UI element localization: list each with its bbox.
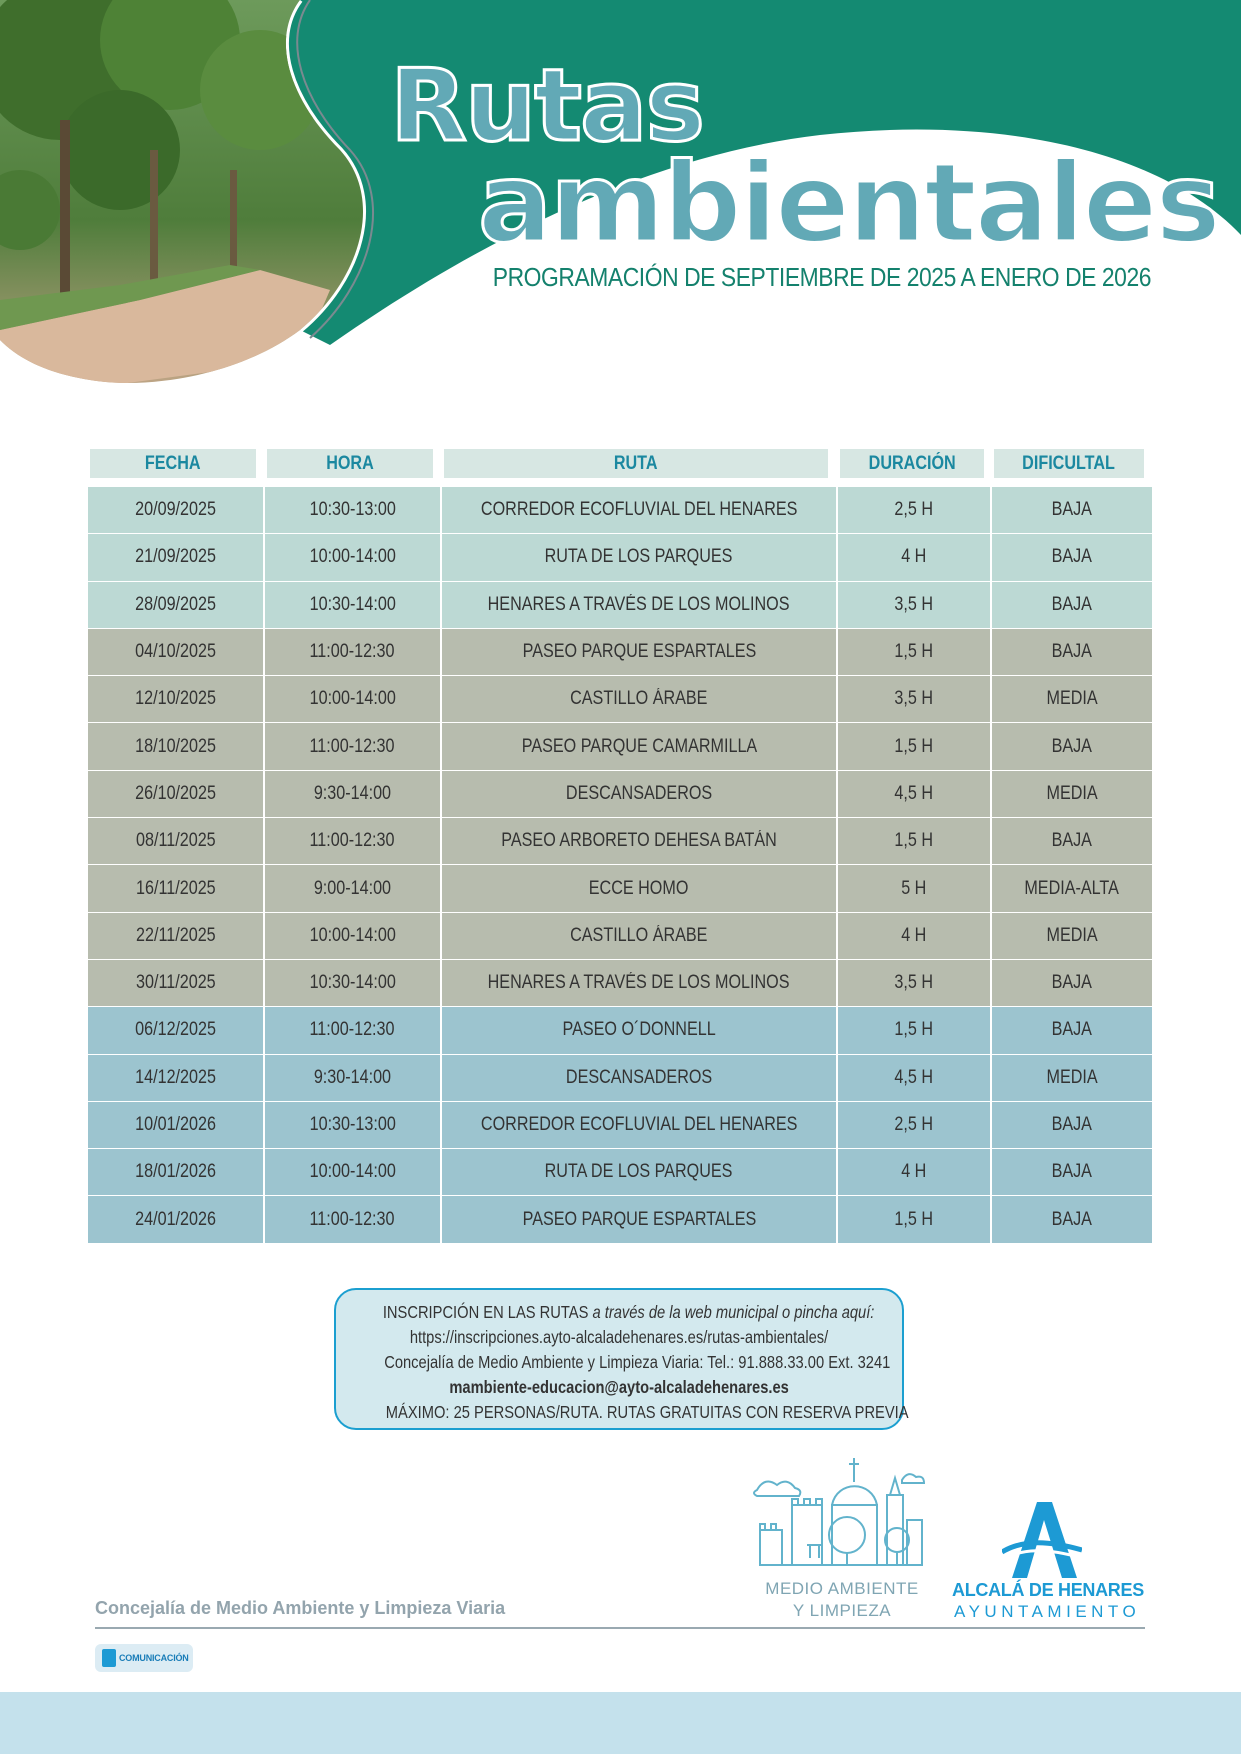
table-row (88, 487, 1152, 534)
cell-fecha: 04/10/2025 (88, 629, 265, 675)
cell-fecha: 18/10/2025 (88, 723, 265, 769)
cell-fecha: 06/12/2025 (88, 1007, 265, 1053)
table-row (88, 1196, 1152, 1243)
footer-divider (95, 1627, 1145, 1629)
cell-fecha: 10/01/2026 (88, 1102, 265, 1148)
cell-ruta: PASEO O´DONNELL (442, 1007, 838, 1053)
table-row (88, 960, 1152, 1007)
cell-dificultad: BAJA (1051, 1161, 1093, 1183)
cell-duracion: 1,5 H (838, 629, 992, 675)
title-line2: ambientales (478, 139, 1219, 267)
comunicacion-icon (102, 1649, 116, 1667)
cell-duracion: 4,5 H (838, 771, 992, 817)
cell-duracion: 4 H (838, 534, 992, 580)
cell-duracion: 3,5 H (838, 676, 992, 722)
alcala-logo-subtitle: AYUNTAMIENTO (954, 1602, 1141, 1621)
header-hora: HORA (267, 449, 433, 478)
contact-email[interactable]: mambiente-educacion@ayto-alcaladehenares.es (449, 1377, 789, 1397)
table-row (88, 1149, 1152, 1196)
cell-duracion: 1,5 H (838, 723, 992, 769)
medio-ambiente-logo-text: MEDIO AMBIENTE Y LIMPIEZA (765, 1579, 919, 1620)
cell-hora: 11:00-12:30 (265, 723, 442, 769)
cell-ruta: CASTILLO ÁRABE (442, 676, 838, 722)
cell-ruta: PASEO ARBORETO DEHESA BATÁN (442, 818, 838, 864)
cell-duracion: 3,5 H (838, 960, 992, 1006)
cell-ruta: PASEO PARQUE ESPARTALES (442, 629, 838, 675)
header-ruta: RUTA (444, 449, 828, 478)
cell-ruta: PASEO PARQUE ESPARTALES (442, 1196, 838, 1242)
cell-hora: 10:30-14:00 (265, 960, 442, 1006)
cell-ruta: PASEO PARQUE CAMARMILLA (442, 723, 838, 769)
cell-duracion: 1,5 H (838, 818, 992, 864)
cell-ruta: CORREDOR ECOFLUVIAL DEL HENARES (442, 487, 838, 533)
cell-fecha: 16/11/2025 (88, 865, 265, 911)
cell-ruta: RUTA DE LOS PARQUES (442, 534, 838, 580)
registration-info-box (334, 1288, 909, 1430)
comunicacion-badge: COMUNICACIÓN (95, 1644, 193, 1672)
cell-fecha: 21/09/2025 (88, 534, 265, 580)
cell-hora: 10:00-14:00 (265, 1149, 442, 1195)
capacity-note: MÁXIMO: 25 PERSONAS/RUTA. RUTAS GRATUITAS CON RESERVA PREVIA (385, 1402, 909, 1422)
registration-link[interactable]: https://inscripciones.ayto-alcaladehenares.es/rutas-ambientales/ (409, 1327, 829, 1347)
cell-dificultad: BAJA (1051, 1208, 1093, 1230)
cell-ruta: HENARES A TRAVÉS DE LOS MOLINOS (442, 960, 838, 1006)
alcala-logo-title: ALCALÁ DE HENARES (952, 1580, 1144, 1600)
cell-dificultad: MEDIA-ALTA (1024, 877, 1120, 899)
cell-dificultad: BAJA (1051, 499, 1093, 521)
cell-dificultad: BAJA (1051, 972, 1093, 994)
cell-hora: 10:30-14:00 (265, 582, 442, 628)
alcala-logo-icon (1002, 1500, 1082, 1580)
cell-duracion: 3,5 H (838, 582, 992, 628)
table-header (88, 449, 1152, 478)
cell-hora: 10:00-14:00 (265, 676, 442, 722)
cell-hora: 11:00-12:30 (265, 1196, 442, 1242)
table-row (88, 676, 1152, 723)
cell-duracion: 2,5 H (838, 487, 992, 533)
cell-hora: 9:30-14:00 (265, 771, 442, 817)
table-row (88, 582, 1152, 629)
subtitle: PROGRAMACIÓN DE SEPTIEMBRE DE 2025 A ENERO DE 2026 (492, 262, 1151, 292)
cell-dificultad: BAJA (1051, 641, 1093, 663)
title-line1: Rutas (390, 47, 703, 164)
info-registration-label: INSCRIPCIÓN EN LAS RUTAS (382, 1302, 589, 1322)
cell-duracion: 1,5 H (838, 1007, 992, 1053)
cell-ruta: CASTILLO ÁRABE (442, 913, 838, 959)
cell-hora: 10:00-14:00 (265, 534, 442, 580)
contact-phone: Concejalía de Medio Ambiente y Limpieza Viaria: Tel.: 91.888.33.00 Ext. 3241 (384, 1352, 891, 1372)
cell-fecha: 14/12/2025 (88, 1055, 265, 1101)
cell-dificultad: MEDIA (1046, 688, 1098, 710)
table-row (88, 771, 1152, 818)
cell-fecha: 28/09/2025 (88, 582, 265, 628)
table-row (88, 1055, 1152, 1102)
cell-fecha: 22/11/2025 (88, 913, 265, 959)
cell-ruta: RUTA DE LOS PARQUES (442, 1149, 838, 1195)
bottom-band (0, 1692, 1241, 1754)
cell-hora: 9:30-14:00 (265, 1055, 442, 1101)
cell-fecha: 18/01/2026 (88, 1149, 265, 1195)
cell-dificultad: BAJA (1051, 830, 1093, 852)
cell-ruta: HENARES A TRAVÉS DE LOS MOLINOS (442, 582, 838, 628)
cell-fecha: 20/09/2025 (88, 487, 265, 533)
cell-ruta: ECCE HOMO (442, 865, 838, 911)
cell-duracion: 4 H (838, 913, 992, 959)
cell-fecha: 24/01/2026 (88, 1196, 265, 1242)
cell-ruta: DESCANSADEROS (442, 1055, 838, 1101)
cell-fecha: 30/11/2025 (88, 960, 265, 1006)
table-row (88, 1007, 1152, 1054)
cell-ruta: CORREDOR ECOFLUVIAL DEL HENARES (442, 1102, 838, 1148)
cell-hora: 10:00-14:00 (265, 913, 442, 959)
cell-duracion: 5 H (838, 865, 992, 911)
cell-fecha: 26/10/2025 (88, 771, 265, 817)
table-row (88, 1102, 1152, 1149)
header-duracion: DURACIÓN (840, 449, 984, 478)
info-registration-note: a través de la web municipal o pincha aquí: (592, 1302, 875, 1322)
cell-duracion: 2,5 H (838, 1102, 992, 1148)
cell-hora: 11:00-12:30 (265, 629, 442, 675)
cell-hora: 10:30-13:00 (265, 1102, 442, 1148)
cell-fecha: 08/11/2025 (88, 818, 265, 864)
cell-duracion: 4,5 H (838, 1055, 992, 1101)
medio-ambiente-logo-icon (752, 1450, 932, 1575)
cell-fecha: 12/10/2025 (88, 676, 265, 722)
cell-hora: 11:00-12:30 (265, 818, 442, 864)
cell-dificultad: BAJA (1051, 593, 1093, 615)
table-body (88, 487, 1152, 1244)
cell-dificultad: MEDIA (1046, 782, 1098, 804)
cell-dificultad: BAJA (1051, 546, 1093, 568)
header-fecha: FECHA (90, 449, 256, 478)
table-row (88, 723, 1152, 770)
cell-dificultad: MEDIA (1046, 924, 1098, 946)
cell-dificultad: BAJA (1051, 1019, 1093, 1041)
cell-dificultad: BAJA (1051, 735, 1093, 757)
table-row (88, 913, 1152, 960)
cell-hora: 9:00-14:00 (265, 865, 442, 911)
cell-duracion: 1,5 H (838, 1196, 992, 1242)
table-row (88, 818, 1152, 865)
table-row (88, 865, 1152, 912)
table-row (88, 629, 1152, 676)
cell-dificultad: MEDIA (1046, 1066, 1098, 1088)
footer-department: Concejalía de Medio Ambiente y Limpieza Viaria (95, 1598, 506, 1618)
cell-dificultad: BAJA (1051, 1114, 1093, 1135)
cell-duracion: 4 H (838, 1149, 992, 1195)
header-dificultad: DIFICULTAL (994, 449, 1144, 478)
cell-hora: 11:00-12:30 (265, 1007, 442, 1053)
table-row (88, 534, 1152, 581)
cell-ruta: DESCANSADEROS (442, 771, 838, 817)
cell-hora: 10:30-13:00 (265, 487, 442, 533)
